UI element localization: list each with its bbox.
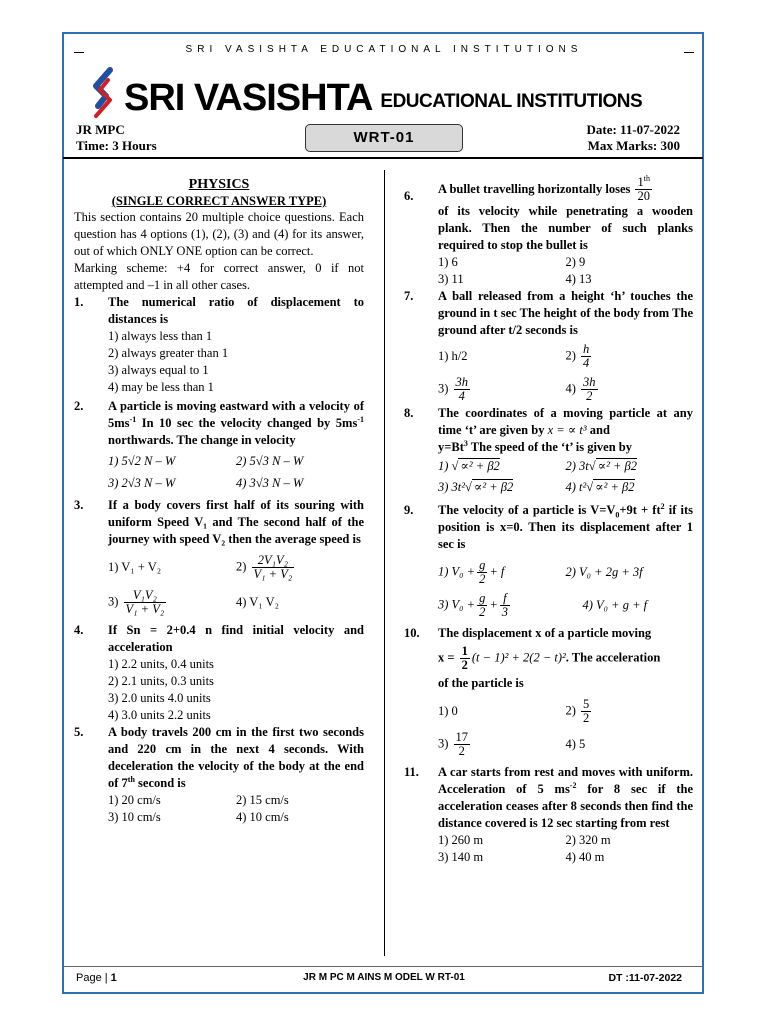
- question-2: [74, 398, 364, 492]
- question-text: The numerical ratio of displacement to distances is: [108, 295, 364, 326]
- option-4: 4) $\frac{3h}{2}$: [565, 375, 596, 403]
- option-3: 3) always equal to 1: [108, 363, 209, 377]
- option-2: 2) always greater than 1: [108, 346, 229, 360]
- option-2: 2) 15 cm/s: [236, 793, 289, 807]
- option-3: 3) $\frac{17}{2}$: [438, 730, 469, 758]
- option-1: 1) V₁ + V₂: [108, 560, 162, 574]
- question-number: 4.: [74, 623, 84, 637]
- question-text: If Sn = 2+0.4 n find initial velocity and acceleration: [108, 623, 364, 654]
- header-left: [76, 122, 157, 154]
- question-number: 2.: [74, 399, 84, 413]
- option-3: 3) V₀ + $\frac{g}{2}$ + $\frac{f}{3}$: [438, 591, 509, 619]
- question-10: [404, 625, 693, 758]
- question-9: [404, 502, 693, 619]
- option-1: 1) 260 m: [438, 833, 484, 847]
- question-text: A bullet travelling horizontally loses $\frac{1^{th}}{20}$ of its velocity while penetrating a wooden plank. Then the number of such planks required to stop the bullet is: [438, 173, 693, 252]
- option-2: 2) 5√3 N – W: [236, 454, 304, 468]
- max-marks-label: Max Marks: 300: [587, 138, 680, 153]
- option-3: 3) 10 cm/s: [108, 810, 161, 824]
- question-text: The displacement x of a particle moving x = $\frac{1}{2}$ (t − 1)² + 2(2 − t)². The acceleration of the particle is: [438, 626, 661, 690]
- question-number: 10.: [404, 626, 420, 640]
- question-number: 1.: [74, 295, 84, 309]
- option-2: 2) V₀ + 2g + 3f: [565, 565, 643, 579]
- logo: [88, 64, 642, 120]
- banner-dash-right: [684, 52, 694, 53]
- footer-title: JR M PC M AINS M ODEL W RT-01: [303, 972, 465, 983]
- section-subtitle: (SINGLE CORRECT ANSWER TYPE): [111, 194, 327, 208]
- question-5: [74, 724, 364, 826]
- option-4: 4) t²√ ∝² + β2: [565, 480, 635, 494]
- option-1: 1) 2.2 units, 0.4 units: [108, 657, 214, 671]
- option-1: 1) V₀ + $\frac{g}{2}$ + f: [438, 558, 505, 586]
- option-1: 1) 20 cm/s: [108, 793, 161, 807]
- logo-s-icon: [88, 66, 118, 120]
- question-text: A particle is moving eastward with a velocity of $5ms^{-1}$ In 10 sec the velocity changed by $5ms^{-1}$ northwards. The change in velocity: [108, 399, 364, 447]
- question-text: The coordinates of a moving particle at any time ‘t’ are given by x = ∝ t³ and $y=Bt^3$ The speed of the ‘t’ is given by: [438, 406, 693, 454]
- date-label: Date: 11-07-2022: [586, 122, 680, 137]
- option-2: 2) 3t√ ∝² + β2: [565, 459, 638, 473]
- option-3: 3) 2.0 units 4.0 units: [108, 691, 211, 705]
- footer-date: DT :11-07-2022: [608, 972, 682, 984]
- question-text: A body travels 200 cm in the first two seconds and 220 cm in the next 4 seconds. With deceleration the velocity of the body at the end of 7th second is: [108, 725, 364, 790]
- header-right: [586, 122, 680, 154]
- header-divider: [63, 157, 703, 159]
- option-3: 3) 2√3 N – W: [108, 476, 176, 490]
- institution-banner: SRI VASISHTA EDUCATIONAL INSTITUTIONS: [185, 44, 583, 55]
- option-4: 4) 13: [565, 272, 592, 286]
- option-3: 3) 140 m: [438, 850, 484, 864]
- marking-scheme: Marking scheme: +4 for correct answer, 0 if not attempted and –1 in all other cases.: [74, 261, 364, 292]
- option-2: 2) $\frac{5}{2}$: [565, 697, 590, 725]
- logo-subtitle: EDUCATIONAL INSTITUTIONS: [380, 91, 643, 112]
- time-label: Time: 3 Hours: [76, 138, 157, 153]
- question-3: [74, 497, 364, 616]
- question-6: [404, 173, 693, 288]
- option-3: 3) 3t²√ ∝² + β2: [438, 480, 514, 494]
- banner-dash-left: [74, 52, 84, 53]
- option-4: 4) V₁ V₂: [236, 595, 279, 609]
- option-3: 3) 11: [438, 272, 464, 286]
- question-number: 6.: [404, 189, 414, 203]
- question-number: 7.: [404, 289, 414, 303]
- question-number: 3.: [74, 498, 84, 512]
- option-1: 1) 5√2 N – W: [108, 454, 176, 468]
- question-text: A car starts from rest and moves with uniform. Acceleration of 5 $ms^{-2}$ for 8 sec if the acceleration ceases after 8 seconds then find the distance covered is 12 sec starting from rest: [438, 765, 693, 830]
- option-4: 4) V₀ + g + f: [582, 598, 648, 612]
- right-column: [404, 173, 693, 866]
- option-4: 4) 3.0 units 2.2 units: [108, 708, 211, 722]
- class-label: JR MPC: [76, 122, 125, 137]
- question-8: [404, 405, 693, 496]
- question-text: If a body covers first half of its souring with uniform Speed V₁ and The second half of the journey with speed V₂ then the average speed is: [108, 498, 364, 546]
- section-title: PHYSICS: [188, 177, 250, 192]
- question-text: A ball released from a height ‘h’ touches the ground in t sec The height of the body from The ground after t/2 seconds is: [438, 289, 693, 337]
- logo-title: SRI VASISHTA: [124, 77, 373, 119]
- option-3: 3) $\frac{\text{V₁V₂}}{\text{V₁ + V₂}}$: [108, 588, 165, 616]
- question-4: [74, 622, 364, 724]
- left-column: [74, 176, 364, 826]
- section-instructions: This section contains 20 multiple choice questions. Each question has 4 options (1), (2), (3) and (4) for its answer, out of which ONLY ONE option can be correct.: [74, 210, 364, 258]
- option-4: 4) 5: [565, 737, 586, 751]
- page-number: Page | 1: [76, 972, 117, 984]
- option-2: 2) 320 m: [565, 833, 611, 847]
- question-number: 8.: [404, 406, 414, 420]
- question-number: 11.: [404, 765, 419, 779]
- option-2: 2) 2.1 units, 0.3 units: [108, 674, 214, 688]
- question-number: 5.: [74, 725, 84, 739]
- option-1: 1) 6: [438, 255, 458, 269]
- option-1: 1) always less than 1: [108, 329, 213, 343]
- option-4: 4) 3√3 N – W: [236, 476, 304, 490]
- column-divider: [384, 170, 385, 956]
- question-text: The velocity of a particle is $V=V_0+9t + ft^2$ if its position is x=0. Then its displacement after 1 sec is: [438, 501, 693, 551]
- option-4: 4) 40 m: [565, 850, 605, 864]
- footer-divider: [63, 966, 703, 967]
- option-2: 2) $\frac{h}{4}$: [565, 342, 590, 370]
- option-3: 3) $\frac{3h}{4}$: [438, 375, 469, 403]
- question-7: [404, 288, 693, 403]
- option-2: 2) 9: [565, 255, 586, 269]
- option-1: 1) 0: [438, 704, 458, 718]
- question-1: [74, 294, 364, 396]
- question-number: 9.: [404, 503, 414, 517]
- test-code-badge: WRT-01: [305, 124, 463, 152]
- option-2: 2) $\frac{\text{2V₁V₂}}{\text{V₁ + V₂}}$: [236, 553, 293, 581]
- option-1: 1) h/2: [438, 349, 468, 363]
- option-4: 4) may be less than 1: [108, 380, 214, 394]
- option-4: 4) 10 cm/s: [236, 810, 289, 824]
- question-11: [404, 764, 693, 866]
- option-1: 1) √ ∝² + β2: [438, 459, 500, 473]
